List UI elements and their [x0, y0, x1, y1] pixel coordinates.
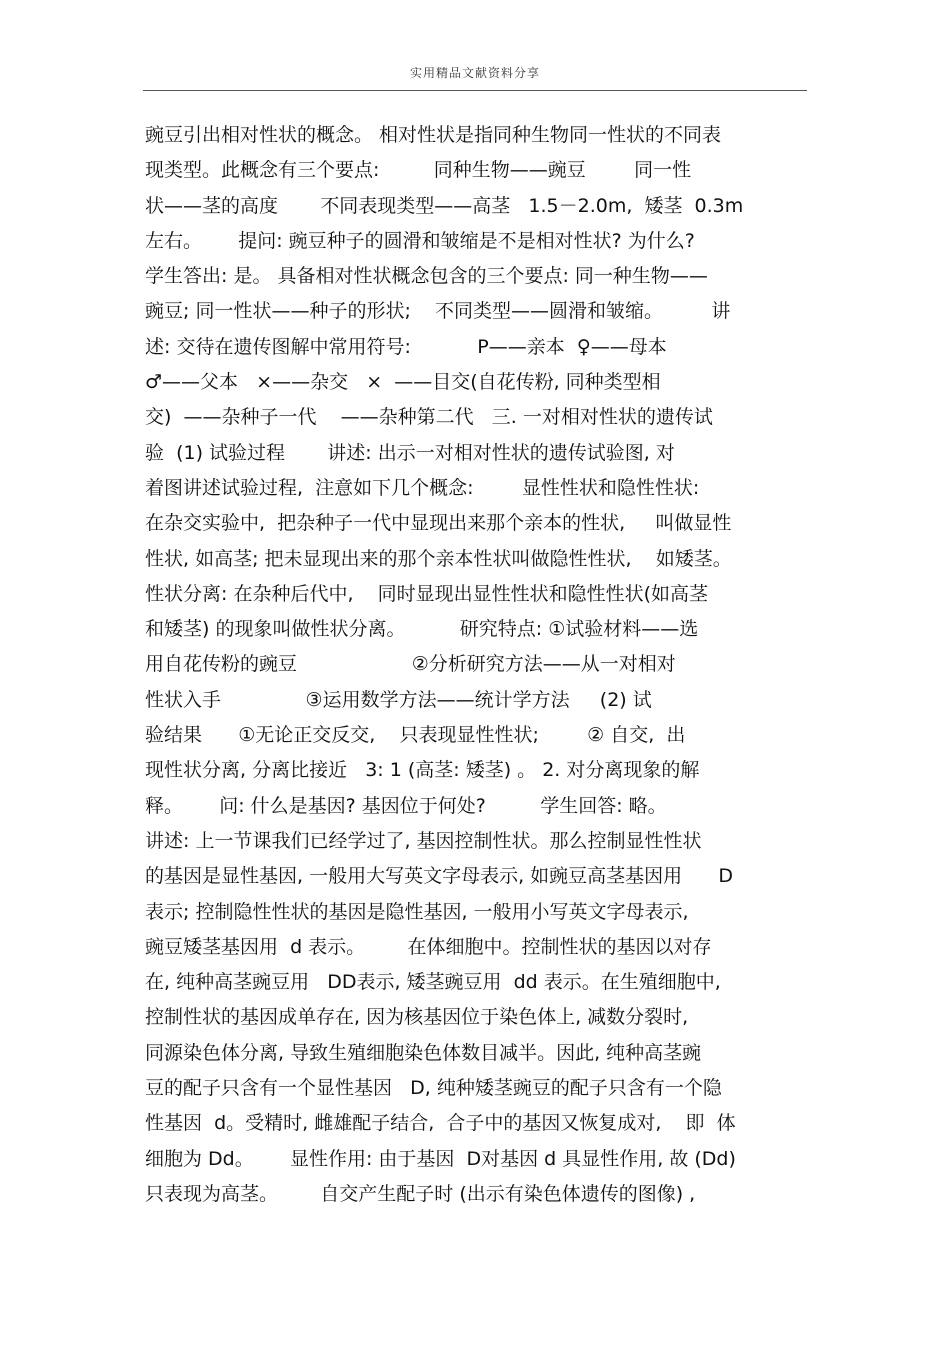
text-line: 状——茎的高度 不同表现类型——高茎 1.5－2.0m, 矮茎 0.3m	[145, 194, 744, 217]
text-line: 性基因 d。受精时, 雌雄配子结合, 合子中的基因又恢复成对, 即 体	[145, 1112, 736, 1135]
text-line: 左右。 提问: 豌豆种子的圆滑和皱缩是不是相对性状? 为什么?	[145, 229, 695, 252]
text-line: 着图讲述试验过程, 注意如下几个概念: 显性性状和隐性性状:	[145, 476, 700, 499]
text-line: 述: 交待在遗传图解中常用符号: P——亲本 ♀——母本	[145, 335, 667, 358]
text-line: 学生答出: 是。 具备相对性状概念包含的三个要点: 同一种生物——	[145, 265, 708, 288]
text-line: 控制性状的基因成单存在, 因为核基因位于染色体上, 减数分裂时,	[145, 1006, 689, 1029]
text-line: 现类型。此概念有三个要点: 同种生物——豌豆 同一性	[145, 159, 692, 182]
text-line: 的基因是显性基因, 一般用大写英文字母表示, 如豌豆高茎基因用 D	[145, 865, 734, 888]
text-line: 豌豆; 同一性状——种子的形状; 不同类型——圆滑和皱缩。 讲	[145, 300, 731, 323]
text-line: 在杂交实验中, 把杂种子一代中显现出来那个亲本的性状, 叫做显性	[145, 512, 732, 535]
text-line: 性状入手 ③运用数学方法——统计学方法 (2) 试	[145, 688, 652, 711]
text-line: 只表现为高茎。 自交产生配子时 (出示有染色体遗传的图像) ,	[145, 1182, 696, 1205]
header-divider	[143, 90, 807, 91]
text-line: 表示; 控制隐性性状的基因是隐性基因, 一般用小写英文字母表示,	[145, 900, 689, 923]
text-line: 释。 问: 什么是基因? 基因位于何处? 学生回答: 略。	[145, 794, 667, 817]
text-line: 性状, 如高茎; 把未显现出来的那个亲本性状叫做隐性性状, 如矮茎。	[145, 547, 732, 570]
text-line: 性状分离: 在杂种后代中, 同时显现出显性性状和隐性性状(如高茎	[145, 582, 709, 605]
text-line: 验结果 ①无论正交反交, 只表现显性性状; ② 自交, 出	[145, 724, 686, 747]
text-line: 细胞为 Dd。 显性作用: 由于基因 D对基因 d 具显性作用, 故 (Dd)	[145, 1147, 736, 1170]
text-line: 同源染色体分离, 导致生殖细胞染色体数目减半。因此, 纯种高茎豌	[145, 1041, 702, 1064]
text-line: ♂——父本 ×——杂交 × ——目交(自花传粉, 同种类型相	[145, 371, 661, 394]
text-line: 豌豆矮茎基因用 d 表示。 在体细胞中。控制性状的基因以对存	[145, 935, 712, 958]
page-header-title: 实用精品文献资料分享	[409, 66, 540, 80]
body-text	[145, 118, 810, 1212]
text-line: 在, 纯种高茎豌豆用 DD表示, 矮茎豌豆用 dd 表示。在生殖细胞中,	[145, 971, 721, 994]
text-line: 交) ——杂种子一代 ——杂种第二代 三. 一对相对性状的遗传试	[145, 406, 713, 429]
text-line: 和矮茎) 的现象叫做性状分离。 研究特点: ①试验材料——选	[145, 618, 699, 641]
text-line: 豆的配子只含有一个显性基因 D, 纯种矮茎豌豆的配子只含有一个隐	[145, 1077, 722, 1100]
text-line: 讲述: 上一节课我们已经学过了, 基因控制性状。那么控制显性性状	[145, 829, 702, 852]
text-line: 豌豆引出相对性状的概念。 相对性状是指同种生物同一性状的不同表	[145, 124, 722, 146]
text-line: 用自花传粉的豌豆 ②分析研究方法——从一对相对	[145, 653, 676, 676]
text-line: 现性状分离, 分离比接近 3: 1 (高茎: 矮茎) 。 2. 对分离现象的解	[145, 759, 700, 782]
text-line: 验 (1) 试验过程 讲述: 出示一对相对性状的遗传试验图, 对	[145, 441, 675, 464]
